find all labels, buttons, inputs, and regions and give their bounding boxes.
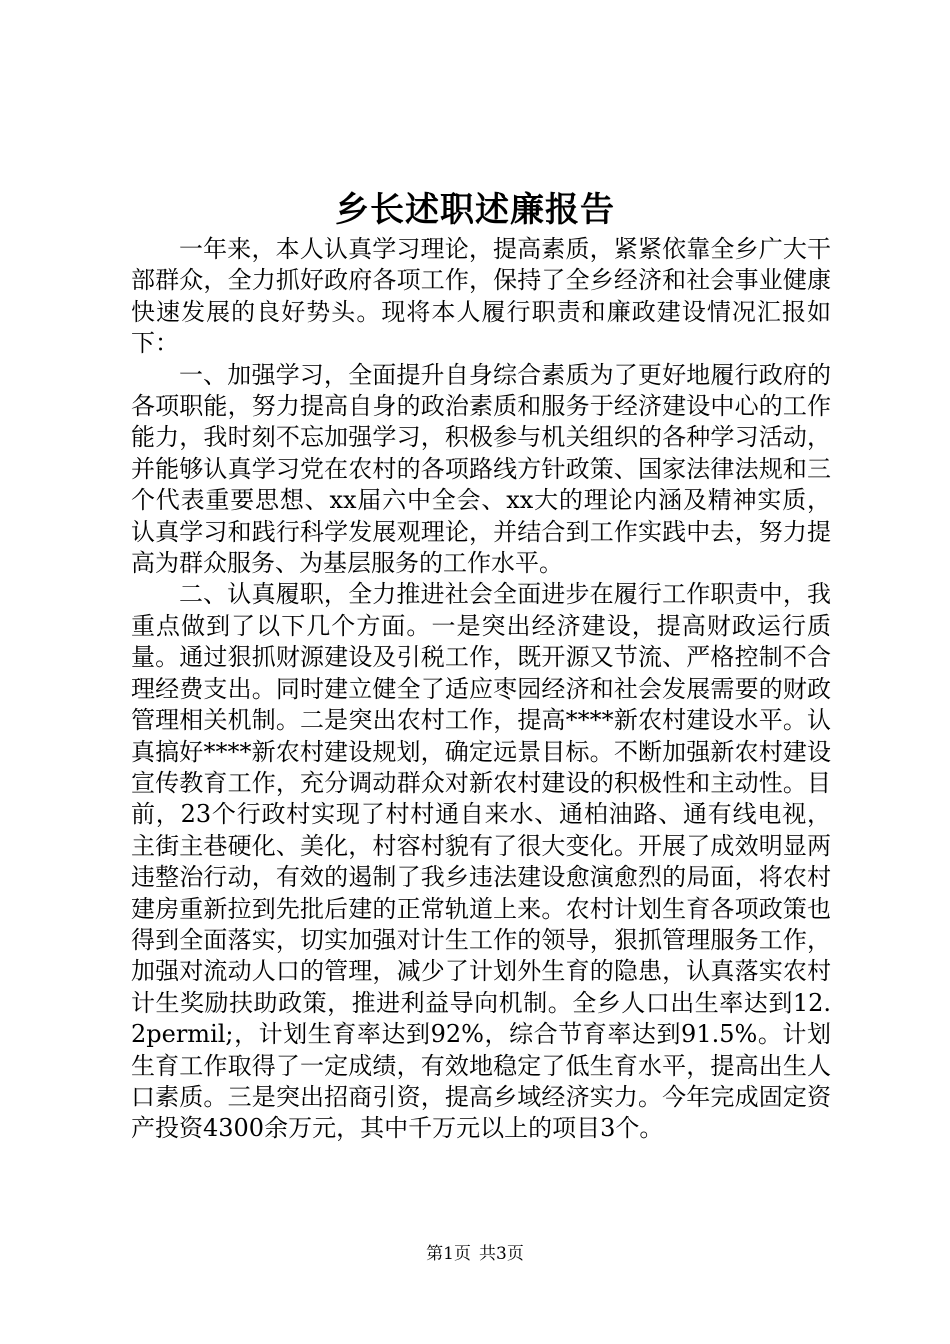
paragraph-study: 一、加强学习，全面提升自身综合素质为了更好地履行政府的各项职能，努力提高自身的政治素质和服务于经济建设中心的工作能力，我时刻不忘加强学习，积极参与机关组织的各种学习活动，并能够认真学习党在农村的各项路线方针政策、国家法律法规和三个代表重要思想、xx届六中全会、xx大的理论内涵及精神实质，认真学习和践行科学发展观理论，并结合到工作实践中去，努力提高为群众服务、为基层服务的工作水平。	[131, 360, 831, 578]
paragraph-intro: 一年来，本人认真学习理论，提高素质，紧紧依靠全乡广大干部群众，全力抓好政府各项工作，保持了全乡经济和社会事业健康快速发展的良好势头。现将本人履行职责和廉政建设情况汇报如下：	[131, 235, 831, 358]
paragraph-duties: 二、认真履职，全力推进社会全面进步在履行工作职责中，我重点做到了以下几个方面。一是突出经济建设，提高财政运行质量。通过狠抓财源建设及引税工作，既开源又节流、严格控制不合理经费支出。同时建立健全了适应枣园经济和社会发展需要的财政管理相关机制。二是突出农村工作，提高****新农村建设水平。认真搞好****新农村建设规划，确定远景目标。不断加强新农村建设宣传教育工作，充分调动群众对新农村建设的积极性和主动性。目前，23个行政村实现了村村通自来水、通柏油路、通有线电视，主街主巷硬化、美化，村容村貌有了很大变化。开展了成效明显两违整治行动，有效的遏制了我乡违法建设愈演愈烈的局面，将农村建房重新拉到先批后建的正常轨道上来。农村计划生育各项政策也得到全面落实，切实加强对计生工作的领导，狠抓管理服务工作，加强对流动人口的管理，减少了计划外生育的隐患，认真落实农村计生奖励扶助政策，推进利益导向机制。全乡人口出生率达到12.2permil;，计划生育率达到92%，综合节育率达到91.5%。计划生育工作取得了一定成绩，有效地稳定了低生育水平，提高出生人口素质。三是突出招商引资，提高乡域经济实力。今年完成固定资产投资4300余万元，其中千万元以上的项目3个。	[131, 580, 831, 1143]
page-footer	[0, 1242, 950, 1266]
page-title: 乡长述职述廉报告	[335, 190, 615, 230]
document-body	[131, 234, 831, 1145]
page-number: 第1页	[426, 1244, 471, 1264]
page-total: 共3页	[479, 1244, 524, 1264]
